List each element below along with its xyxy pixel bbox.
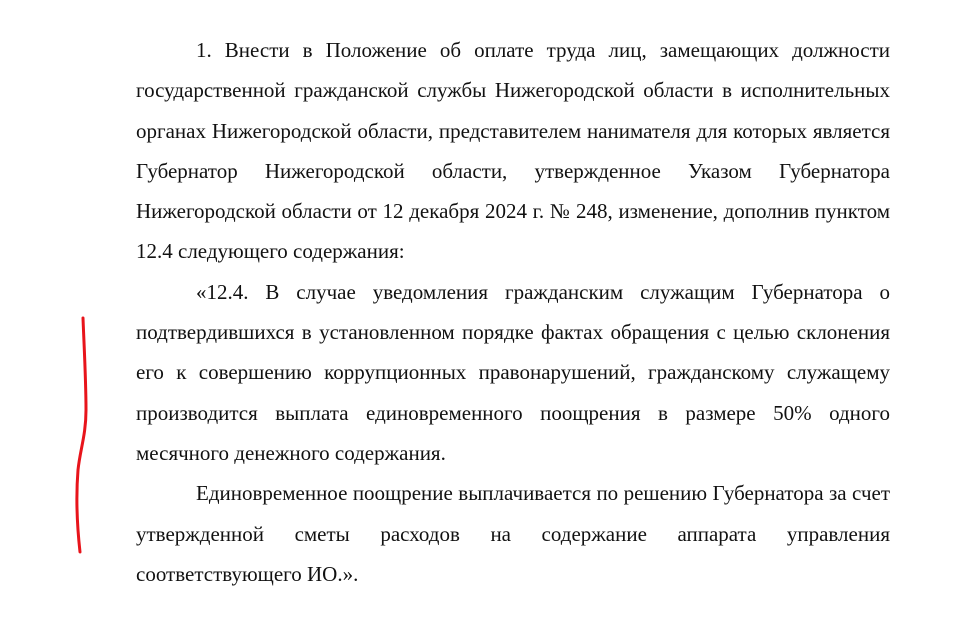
document-text bbox=[136, 30, 890, 594]
paragraph-one-time-bonus: Единовременное поощрение выплачивается по решению Губернатора за счет утвержденной сметы расходов на содержание аппарата управления соответствующего ИО.». bbox=[136, 481, 890, 586]
paragraph-amendment-intro: 1. Внести в Положение об оплате труда лиц, замещающих должности государственной гражданской службы Нижегородской области в исполнительных органах Нижегородской области, представителем нанимателя для которых является Губернатор Нижегородской области, утвержденное Указом Губернатора Нижегородской области от 12 декабря 2024 г. № 248, изменение, дополнив пунктом 12.4 следующего содержания: bbox=[136, 38, 890, 264]
paragraph-clause-12-4: «12.4. В случае уведомления гражданским служащим Губернатора о подтвердившихся в установленном порядке фактах обращения с целью склонения его к совершению коррупционных правонарушений, гражданскому служащему производится выплата единовременного поощрения в размере 50% одного месячного денежного содержания. bbox=[136, 279, 890, 465]
red-marker-annotation-icon bbox=[60, 310, 100, 560]
